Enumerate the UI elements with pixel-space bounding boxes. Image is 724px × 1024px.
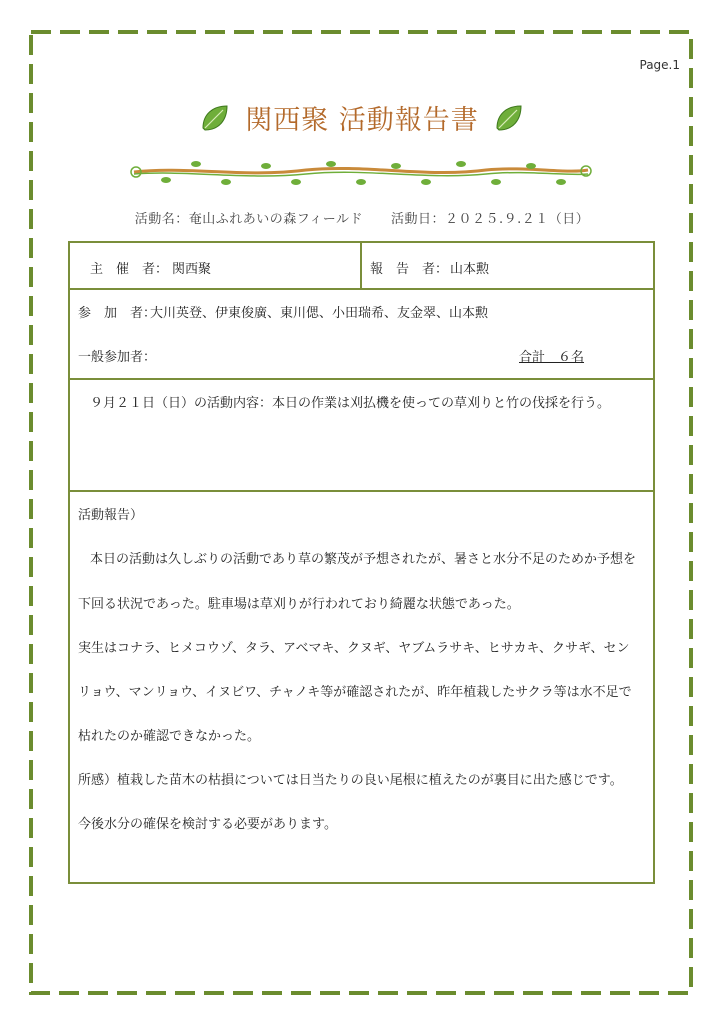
impressions-line: 所感）植栽した苗木の枯損については日当たりの良い尾根に植えたのが裏目に出た感じです。 <box>78 773 623 788</box>
activity-content-row <box>70 378 653 492</box>
report-table <box>68 241 655 884</box>
leaf-icon <box>199 102 231 134</box>
participant-total: 合計 ６名 <box>519 350 585 365</box>
page-number: Page.1 <box>639 58 680 72</box>
activity-name: 奄山ふれあいの森フィールド <box>188 212 363 227</box>
organizer-label: 主 催 者： <box>90 262 169 277</box>
reporter-value: 山本勲 <box>450 262 490 277</box>
participants-label: 参 加 者： <box>78 306 157 321</box>
report-line: 今後水分の確保を検討する必要があります。 <box>78 817 337 832</box>
activity-date-label: 活動日： <box>390 212 445 227</box>
report-line: 下回る状況であった。駐車場は草刈りが行われており綺麗な状態であった。 <box>78 597 520 612</box>
activity-content: ９月２１日（日）の活動内容：本日の作業は刈払機を使っての草刈りと竹の伐採を行う。 <box>90 396 611 411</box>
page-title: 関西聚 活動報告書 <box>245 105 479 136</box>
report-line: 実生はコナラ、ヒメコウゾ、タラ、アベマキ、クヌギ、ヤブムラサキ、ヒサカキ、クサギ、セン <box>78 641 630 656</box>
title-row <box>0 98 724 137</box>
report-heading: 活動報告） <box>78 508 144 523</box>
report-line: 本日の活動は久しぶりの活動であり草の繁茂が予想されたが、暑さと水分不足のためか予想を <box>90 552 637 567</box>
activity-meta <box>0 208 724 227</box>
report-line: 枯れたのか確認できなかった。 <box>78 729 261 744</box>
general-participants-label: 一般参加者： <box>78 350 157 365</box>
activity-name-label: 活動名： <box>134 212 189 227</box>
participants-row <box>70 288 653 380</box>
vine-divider <box>126 158 596 190</box>
organizer-reporter-row <box>70 243 653 290</box>
leaf-icon <box>493 102 525 134</box>
reporter-label: 報 告 者： <box>370 262 449 277</box>
report-line: リョウ、マンリョウ、イヌビワ、チャノキ等が確認されたが、昨年植栽したサクラ等は水不足で <box>78 685 632 700</box>
organizer-cell <box>70 243 362 288</box>
activity-report-section <box>70 490 653 882</box>
participants-value: 大川英登、伊東俊廣、東川偲、小田瑞希、友金翠、山本勲 <box>150 306 489 321</box>
activity-date: ２０２５.９.２１（日） <box>444 212 590 227</box>
organizer-value: 関西聚 <box>172 262 212 277</box>
